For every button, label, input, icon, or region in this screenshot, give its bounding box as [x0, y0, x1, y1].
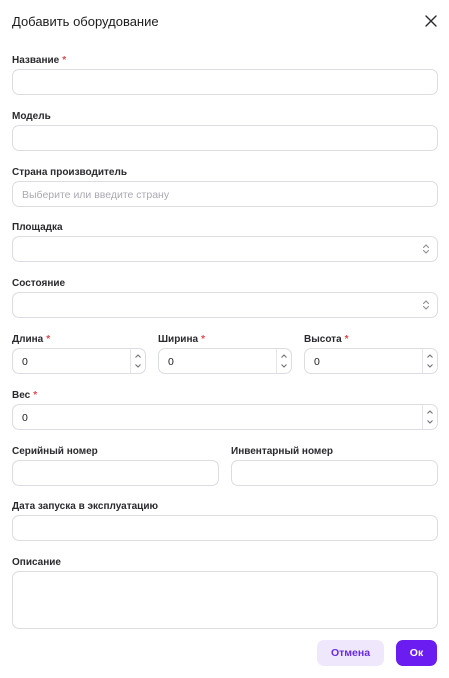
- height-label: Высота *: [304, 334, 349, 345]
- width-label: Ширина *: [158, 334, 205, 345]
- chevron-up-icon[interactable]: [280, 352, 288, 360]
- stepper-controls: [422, 349, 437, 373]
- inventory-input[interactable]: [231, 460, 438, 486]
- site-label: Площадка: [12, 222, 63, 233]
- commission-date-label: Дата запуска в эксплуатацию: [12, 501, 159, 512]
- serial-input[interactable]: [12, 460, 219, 486]
- stepper-controls: [130, 349, 145, 373]
- weight-stepper[interactable]: 0: [12, 404, 438, 430]
- model-label: Модель: [12, 111, 51, 122]
- description-label: Описание: [12, 557, 61, 568]
- stepper-controls: [422, 405, 437, 429]
- site-select[interactable]: [12, 236, 438, 262]
- chevron-up-icon[interactable]: [426, 352, 434, 360]
- required-mark: *: [201, 334, 205, 345]
- dialog-title: Добавить оборудование: [12, 14, 159, 29]
- length-stepper[interactable]: 0: [12, 348, 146, 374]
- chevron-down-icon[interactable]: [134, 362, 142, 370]
- required-mark: *: [46, 334, 51, 345]
- chevron-down-icon[interactable]: [280, 362, 288, 370]
- country-label: Страна производитель: [12, 167, 127, 178]
- width-stepper[interactable]: 0: [158, 348, 292, 374]
- inventory-label: Инвентарный номер: [231, 446, 334, 457]
- state-label: Состояние: [12, 278, 66, 289]
- state-select[interactable]: [12, 292, 438, 318]
- weight-label: Вес *: [12, 390, 38, 401]
- chevron-up-icon[interactable]: [134, 352, 142, 360]
- country-placeholder: Выберите или введите страну: [22, 189, 170, 201]
- cancel-button[interactable]: Отмена: [317, 640, 384, 666]
- required-mark: *: [62, 55, 67, 66]
- chevron-up-down-icon: [422, 299, 430, 311]
- required-mark: *: [344, 334, 349, 345]
- height-stepper[interactable]: 0: [304, 348, 438, 374]
- length-label: Длина *: [12, 334, 51, 345]
- country-combobox[interactable]: [12, 181, 438, 207]
- ok-button[interactable]: Ок: [396, 640, 437, 666]
- description-textarea[interactable]: [12, 571, 438, 629]
- chevron-up-icon[interactable]: [426, 408, 434, 416]
- chevron-down-icon[interactable]: [426, 362, 434, 370]
- name-label: Название *: [12, 55, 67, 66]
- chevron-down-icon[interactable]: [426, 418, 434, 426]
- serial-label: Серийный номер: [12, 446, 98, 457]
- commission-date-input[interactable]: [12, 515, 438, 541]
- close-icon[interactable]: [422, 12, 440, 30]
- name-input[interactable]: [12, 69, 438, 95]
- model-input[interactable]: [12, 125, 438, 151]
- chevron-up-down-icon: [422, 243, 430, 255]
- stepper-controls: [276, 349, 291, 373]
- required-mark: *: [33, 390, 38, 401]
